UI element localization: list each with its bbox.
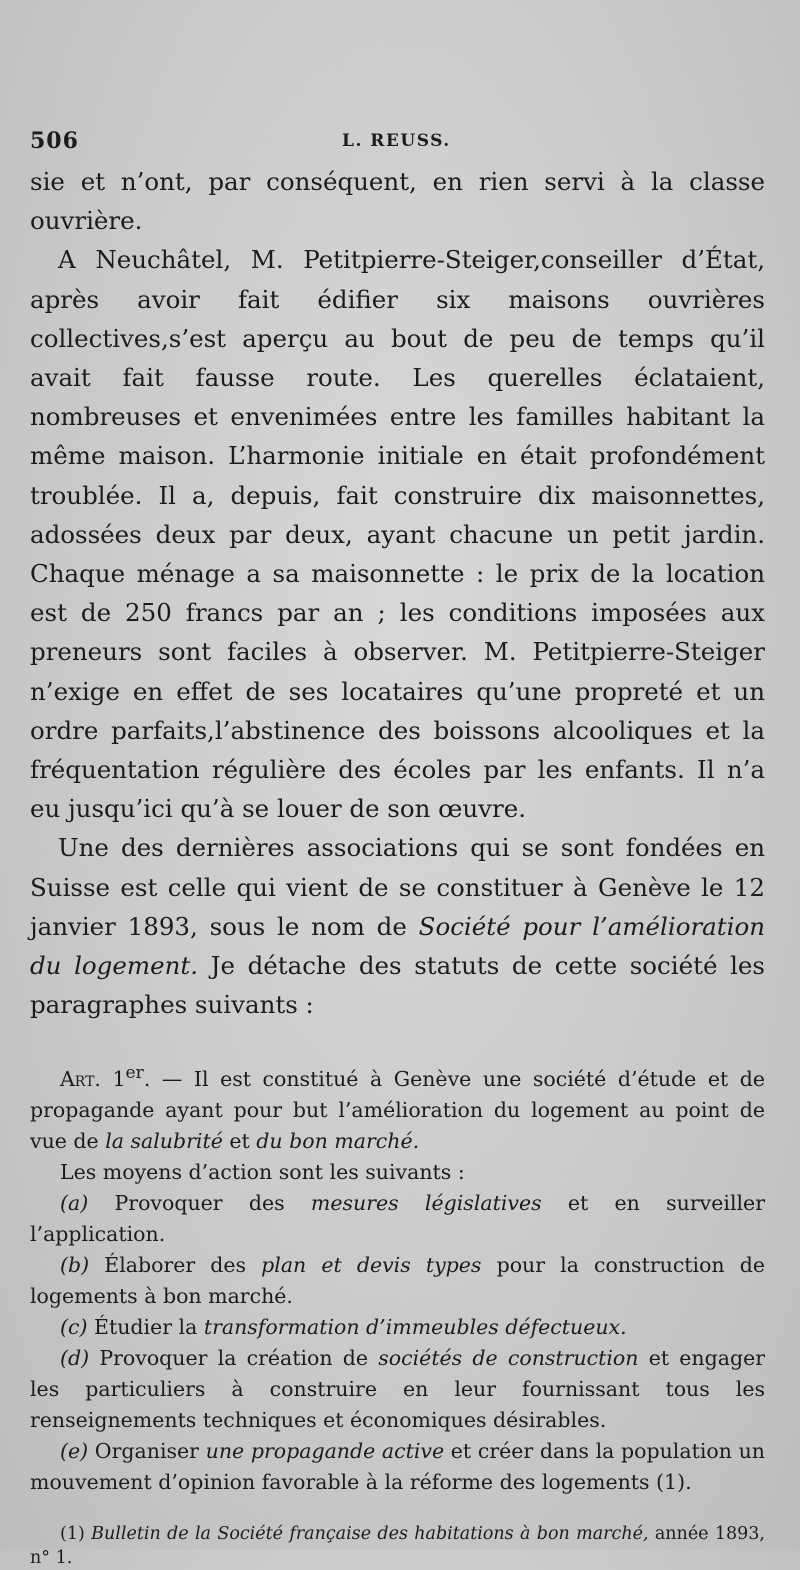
item-italic: sociétés de construction: [378, 1346, 639, 1371]
means-item-c: [30, 1312, 765, 1343]
means-item-d: [30, 1343, 765, 1436]
footnote-title: Bulletin de la Société française des habitations à bon marché,: [91, 1524, 649, 1545]
item-text-end: et en surveiller l’application.: [30, 1191, 765, 1247]
book-page: [30, 118, 765, 1570]
means-item-b: [30, 1250, 765, 1312]
item-text: Étudier la: [87, 1315, 204, 1340]
item-letter: (d): [60, 1346, 90, 1371]
paragraph-continuation: sie et n’ont, par conséquent, en rien servi à la classe ouvrière.: [30, 167, 765, 236]
society-name: Société pour l’amélioration du logement.: [30, 911, 765, 981]
page-number: 506: [30, 128, 79, 154]
item-italic: transformation d’immeubles défectueux.: [203, 1315, 627, 1340]
article-mid: et: [222, 1129, 257, 1154]
article-text: Il est constitué à Genève une société d’étude et de propagande ayant pour but l’amélioration du logement au point de vue de: [30, 1067, 765, 1154]
item-letter: (a): [60, 1191, 89, 1216]
means-intro: Les moyens d’action sont les suivants :: [60, 1160, 465, 1185]
paragraph-neuchatel: A Neuchâtel, M. Petitpierre-Steiger,conseiller d’État, après avoir fait édifier six maisons ouvrières collectives,s’est aperçu au bout de peu de temps qu’il avait fait fausse route. Les querelles éclataient, nombreuses et envenimées entre les familles habitant la même maison. L’harmonie initiale en était profondément troublée. Il a, depuis, fait construire dix maisonnettes, adossées deux par deux, ayant chacune un petit jardin. Chaque ménage a sa maisonnette : le prix de la location est de 250 francs par an ; les conditions imposées aux preneurs sont faciles à observer. M. Petitpierre-Steiger n’exige en effet de ses locataires qu’une propreté et un ordre parfaits,l’abstinence des boissons alcooliques et la fréquentation régulière des écoles par les enfants. Il n’a eu jusqu’ici qu’à se louer de son œuvre.: [30, 245, 765, 824]
item-text-end: et engager les particuliers à construire en leur fournissant tous les renseignements techniques et économiques désirables.: [30, 1346, 765, 1433]
main-text: [30, 162, 765, 1024]
item-italic: mesures législatives: [310, 1191, 542, 1216]
article-dash: . —: [143, 1067, 194, 1092]
paragraph-geneve-text: Une des dernières associations qui se sont fondées en Suisse est celle qui vient de se constituer à Genève le 12 janvier 1893, sous le nom de: [30, 833, 765, 941]
means-item-e: [30, 1436, 765, 1498]
footnote-text: [30, 1522, 765, 1570]
item-italic: une propagande active: [205, 1439, 445, 1464]
footnote: [30, 1522, 765, 1570]
item-letter: (e): [60, 1439, 89, 1464]
article-1: [30, 1058, 765, 1157]
running-title: L. REUSS.: [342, 131, 451, 151]
article-italic-salubrite: la salubrité: [105, 1129, 223, 1154]
item-text: Provoquer des: [88, 1191, 311, 1216]
footnote-detail: année 1893, n° 1.: [30, 1524, 765, 1569]
item-letter: (c): [60, 1315, 88, 1340]
item-text: Élaborer des: [89, 1253, 262, 1278]
article-italic-bon-marche: du bon marché.: [256, 1129, 420, 1154]
footnote-marker: (1): [60, 1524, 85, 1545]
article-label: Art. 1: [60, 1067, 126, 1092]
means-item-a: [30, 1188, 765, 1250]
paragraph-geneve: [30, 828, 765, 1024]
statutes-excerpt: [30, 1058, 765, 1498]
page-header: [30, 118, 765, 162]
item-italic: plan et devis types: [261, 1253, 482, 1278]
item-letter: (b): [60, 1253, 90, 1278]
article-sup: er: [125, 1063, 144, 1084]
item-text: Organiser: [88, 1439, 206, 1464]
item-text: Provoquer la création de: [89, 1346, 379, 1371]
item-text-end: et créer dans la population un mouvement d’opinion favorable à la réforme des logements (1).: [30, 1439, 765, 1495]
item-text-end: pour la construction de logements à bon marché.: [30, 1253, 765, 1309]
paragraph-geneve-end: Je détache des statuts de cette société les paragraphes suivants :: [30, 951, 765, 1020]
